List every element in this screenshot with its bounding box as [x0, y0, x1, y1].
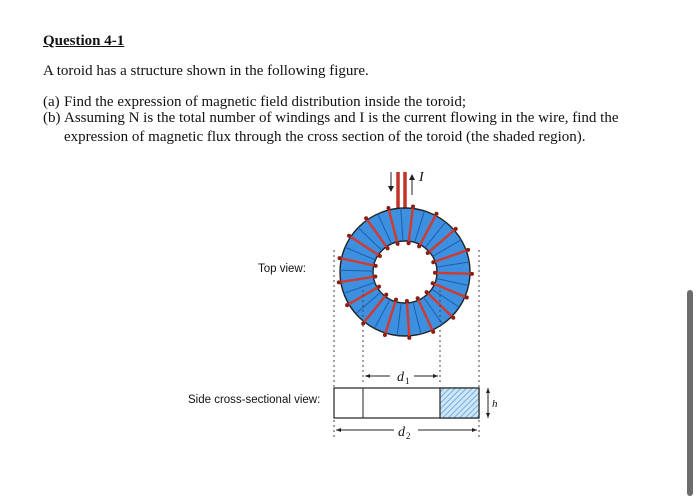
- winding-wire-dot: [386, 206, 390, 210]
- winding-wire-dot: [425, 290, 429, 294]
- winding-wire-dot: [435, 212, 439, 216]
- winding-wire-dot: [466, 248, 470, 252]
- side-cross-section: [334, 388, 479, 418]
- winding-wire-dot: [384, 293, 388, 297]
- question-title: Question 4-1: [43, 33, 125, 49]
- winding-wire-dot: [377, 285, 381, 289]
- winding-wire-dot: [373, 275, 377, 279]
- winding-wire-dot: [433, 271, 437, 275]
- part-a-text: Find the expression of magnetic field distribution inside the toroid;: [64, 94, 467, 110]
- winding-wire-dot: [416, 296, 420, 300]
- part-b-line1: Assuming N is the total number of windings and I is the current flowing in the wire, find the: [64, 110, 619, 126]
- vertical-scrollbar[interactable]: [687, 290, 693, 496]
- winding-wire-dot: [411, 204, 415, 208]
- lead-wires: [388, 172, 415, 213]
- height-dimension: [486, 388, 490, 418]
- outer-diameter-subscript: 2: [406, 431, 411, 441]
- winding-wire-dot: [407, 336, 411, 340]
- winding-wire-dot: [338, 256, 342, 260]
- winding-wire-dot: [454, 227, 458, 231]
- winding-wire-dot: [426, 251, 430, 255]
- winding-turn: [435, 273, 472, 274]
- height-label: h: [492, 398, 498, 410]
- part-a-label: (a): [43, 94, 60, 110]
- part-b-line2: expression of magnetic flux through the cross section of the toroid (the shaded region).: [64, 129, 586, 145]
- part-b-label: (b): [43, 110, 61, 126]
- winding-wire-dot: [361, 322, 365, 326]
- outer-diameter-label: d: [398, 425, 405, 440]
- winding-wire-dot: [386, 246, 390, 250]
- winding-wire-dot: [396, 242, 400, 246]
- winding-wire-dot: [470, 272, 474, 276]
- question-intro: A toroid has a structure shown in the following figure.: [43, 63, 369, 79]
- winding-wire-dot: [465, 296, 469, 300]
- winding-wire-dot: [383, 333, 387, 337]
- current-label: I: [419, 170, 424, 185]
- shaded-cross-section: [440, 388, 479, 418]
- winding-wire-dot: [431, 330, 435, 334]
- winding-wire-dot: [451, 316, 455, 320]
- winding-wire-dot: [347, 234, 351, 238]
- winding-wire-dot: [337, 280, 341, 284]
- winding-wire-dot: [417, 244, 421, 248]
- winding-wire-dot: [345, 303, 349, 307]
- winding-wire-dot: [405, 299, 409, 303]
- winding-wire-dot: [431, 260, 435, 264]
- winding-wire-dot: [394, 298, 398, 302]
- side-view-label: Side cross-sectional view:: [188, 394, 321, 406]
- winding-wire-dot: [364, 216, 368, 220]
- winding-wire-dot: [431, 281, 435, 285]
- inner-diameter-subscript: 1: [405, 376, 410, 386]
- winding-wire-dot: [378, 254, 382, 258]
- top-view-label: Top view:: [258, 263, 306, 275]
- winding-wire-dot: [407, 241, 411, 245]
- winding-wire-dot: [374, 264, 378, 268]
- inner-diameter-label: d: [397, 370, 404, 385]
- toroid-top-view: [337, 204, 474, 339]
